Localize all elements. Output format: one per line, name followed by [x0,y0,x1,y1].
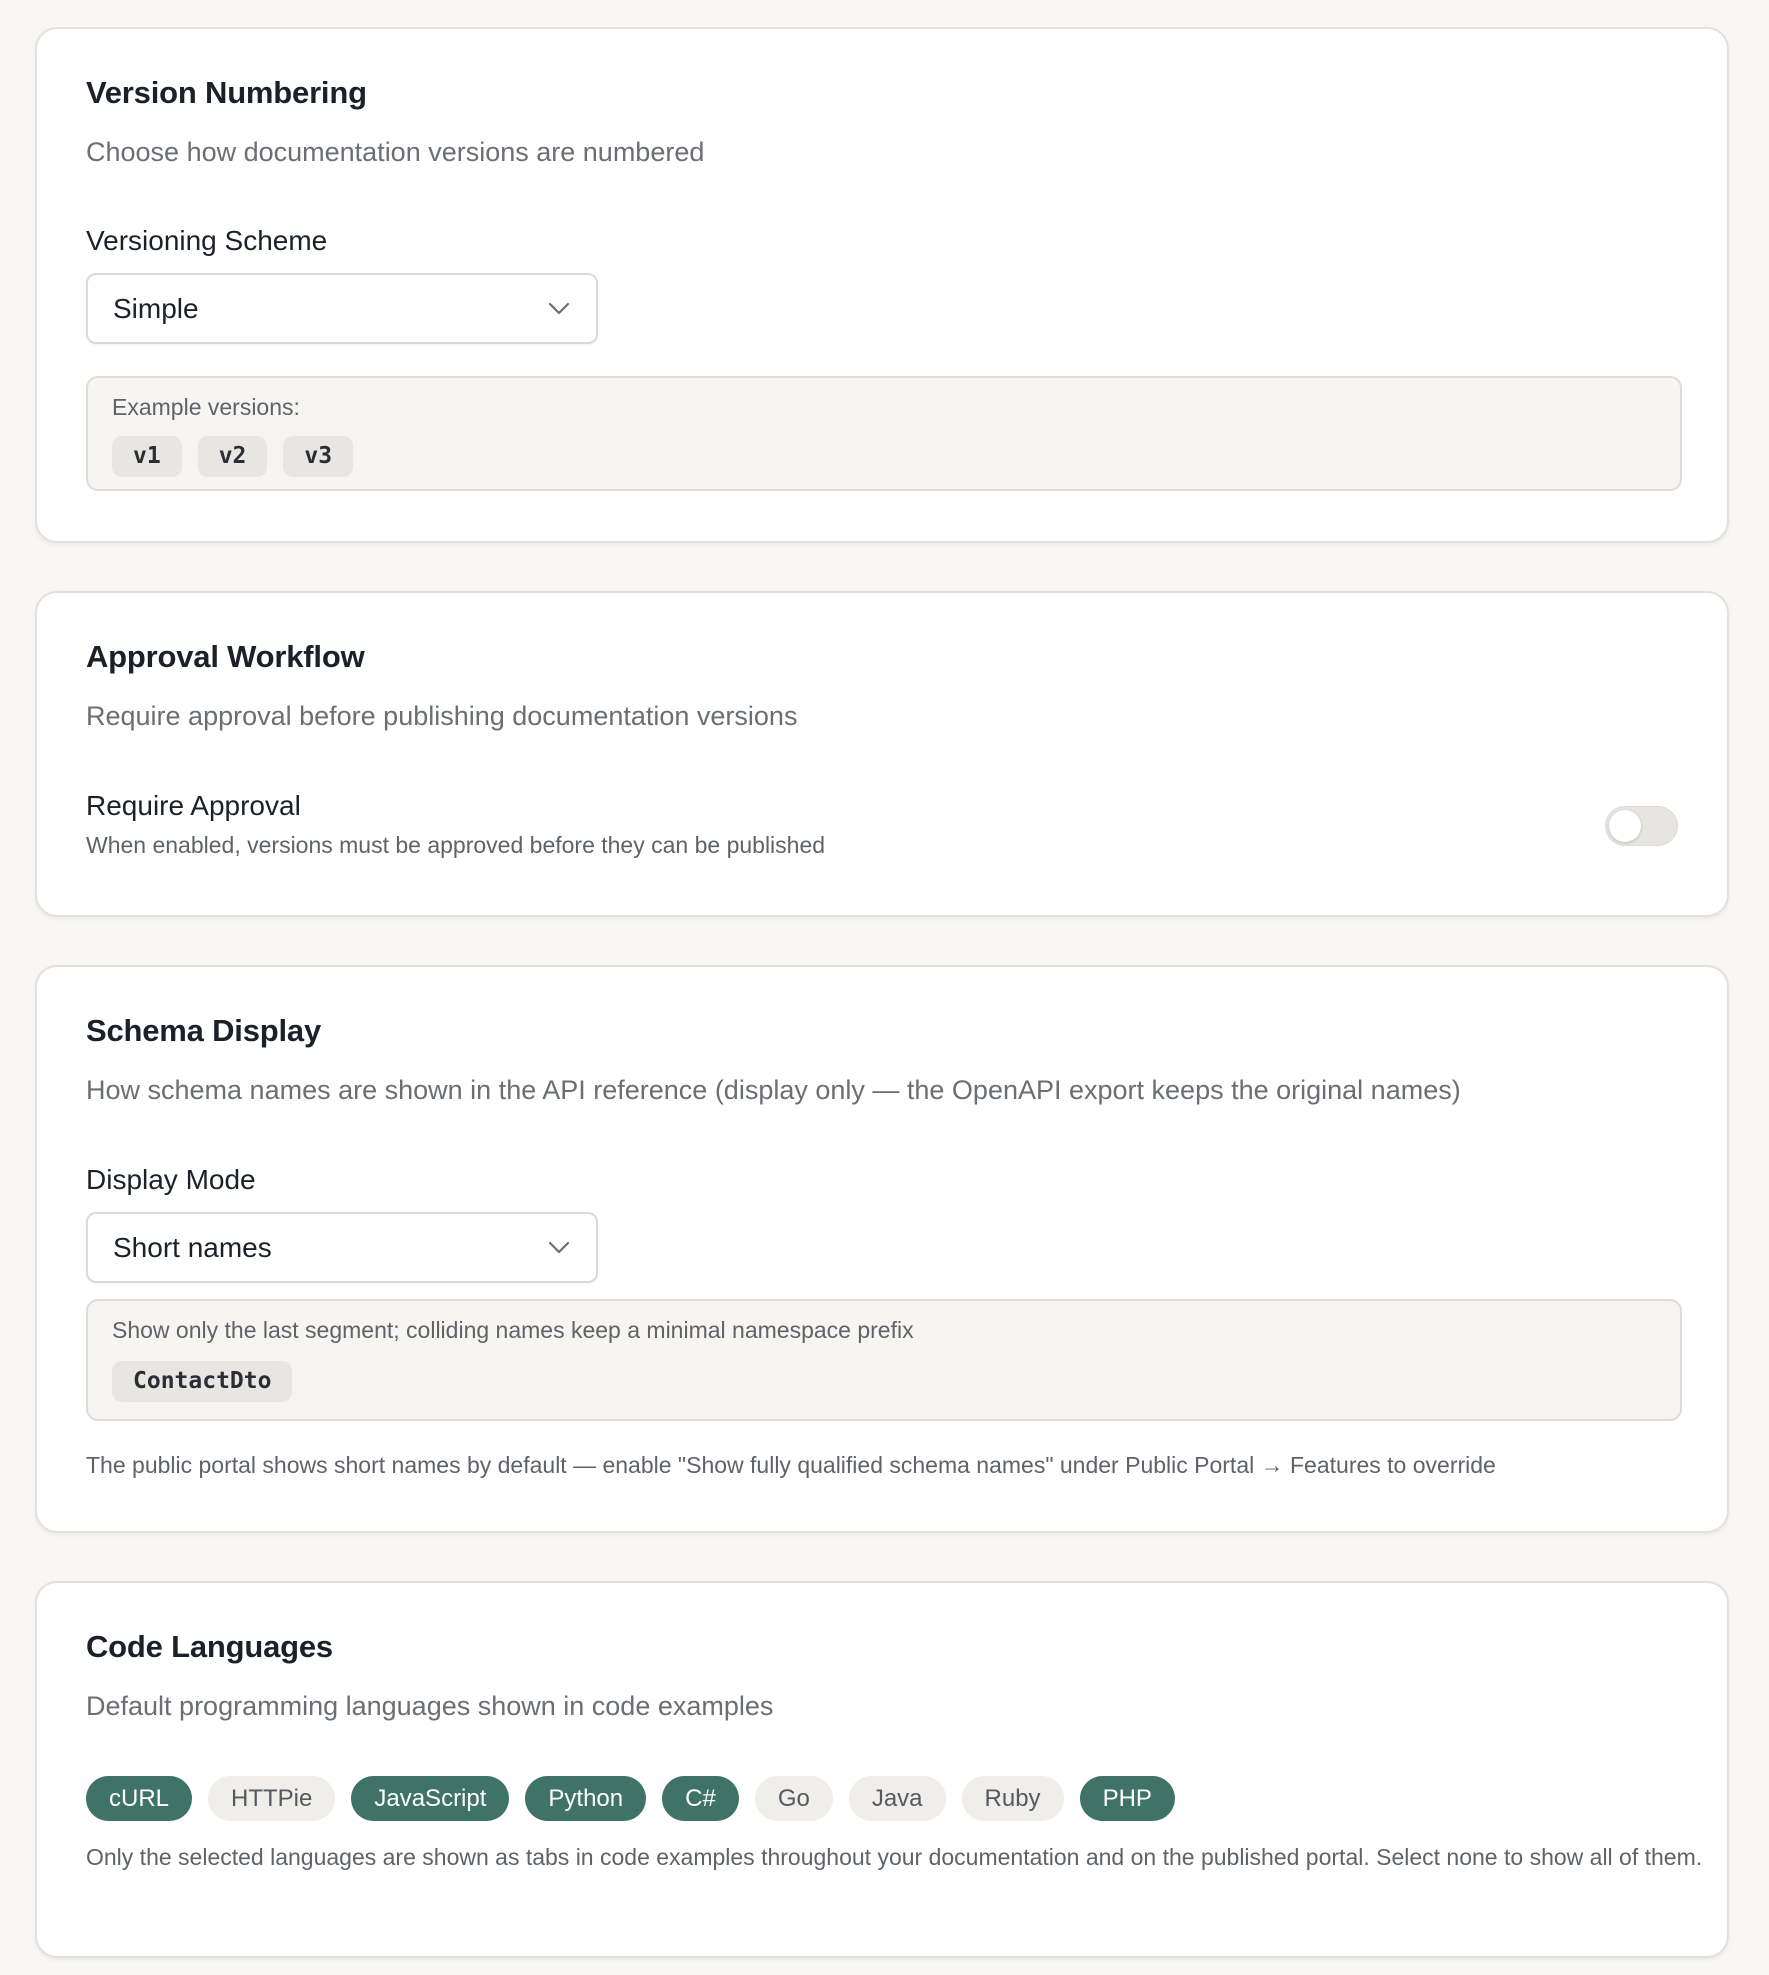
version-numbering-card [35,27,1729,543]
require-approval-row [86,792,1678,860]
code-languages-title: Code Languages [86,1629,333,1664]
approval-workflow-description: Require approval before publishing documentation versions [86,701,798,731]
language-chip-java[interactable]: Java [849,1776,946,1821]
schema-name-chip: ContactDto [112,1361,292,1402]
chevron-down-icon [548,1241,570,1255]
versioning-scheme-select[interactable] [86,273,598,344]
language-chip-python[interactable]: Python [525,1776,646,1821]
version-chip: v1 [112,436,182,477]
language-chip-php[interactable]: PHP [1080,1776,1175,1821]
schema-display-card [35,965,1729,1533]
approval-workflow-card [35,591,1729,917]
code-languages-card [35,1581,1729,1958]
display-mode-label: Display Mode [86,1164,256,1196]
example-versions-list [112,436,1656,477]
version-chip: v2 [198,436,268,477]
schema-display-note: The public portal shows short names by default — enable "Show fully qualified schema names" under Public Portal → Features to override [86,1452,1496,1479]
language-chip-go[interactable]: Go [755,1776,833,1821]
require-approval-toggle[interactable] [1605,806,1678,846]
approval-workflow-title: Approval Workflow [86,639,365,674]
schema-display-description: How schema names are shown in the API reference (display only — the OpenAPI export keeps the original names) [86,1075,1461,1105]
chevron-down-icon [548,302,570,316]
version-numbering-description: Choose how documentation versions are numbered [86,137,705,167]
display-mode-hint: Show only the last segment; colliding names keep a minimal namespace prefix [112,1317,914,1344]
require-approval-description: When enabled, versions must be approved before they can be published [86,832,826,859]
example-versions-box [86,376,1682,491]
language-chip-javascript[interactable]: JavaScript [351,1776,509,1821]
code-languages-description: Default programming languages shown in code examples [86,1691,774,1721]
language-chip-curl[interactable]: cURL [86,1776,192,1821]
display-mode-select[interactable] [86,1212,598,1283]
versioning-scheme-label: Versioning Scheme [86,225,328,257]
display-mode-hint-box [86,1299,1682,1421]
schema-display-title: Schema Display [86,1013,321,1048]
language-chip-ruby[interactable]: Ruby [962,1776,1064,1821]
version-chip: v3 [283,436,353,477]
language-chip-csharp[interactable]: C# [662,1776,739,1821]
schema-example-list [112,1361,1656,1402]
language-chip-httpie[interactable]: HTTPie [208,1776,335,1821]
toggle-knob [1609,810,1641,842]
display-mode-value: Short names [113,1231,272,1263]
language-selector [86,1776,1678,1821]
example-versions-label: Example versions: [112,394,300,421]
require-approval-label: Require Approval [86,790,301,822]
version-numbering-title: Version Numbering [86,75,367,110]
code-languages-note: Only the selected languages are shown as tabs in code examples throughout your documentation and on the published portal. Select none to show all of them. [86,1844,1703,1871]
versioning-scheme-value: Simple [113,292,199,324]
